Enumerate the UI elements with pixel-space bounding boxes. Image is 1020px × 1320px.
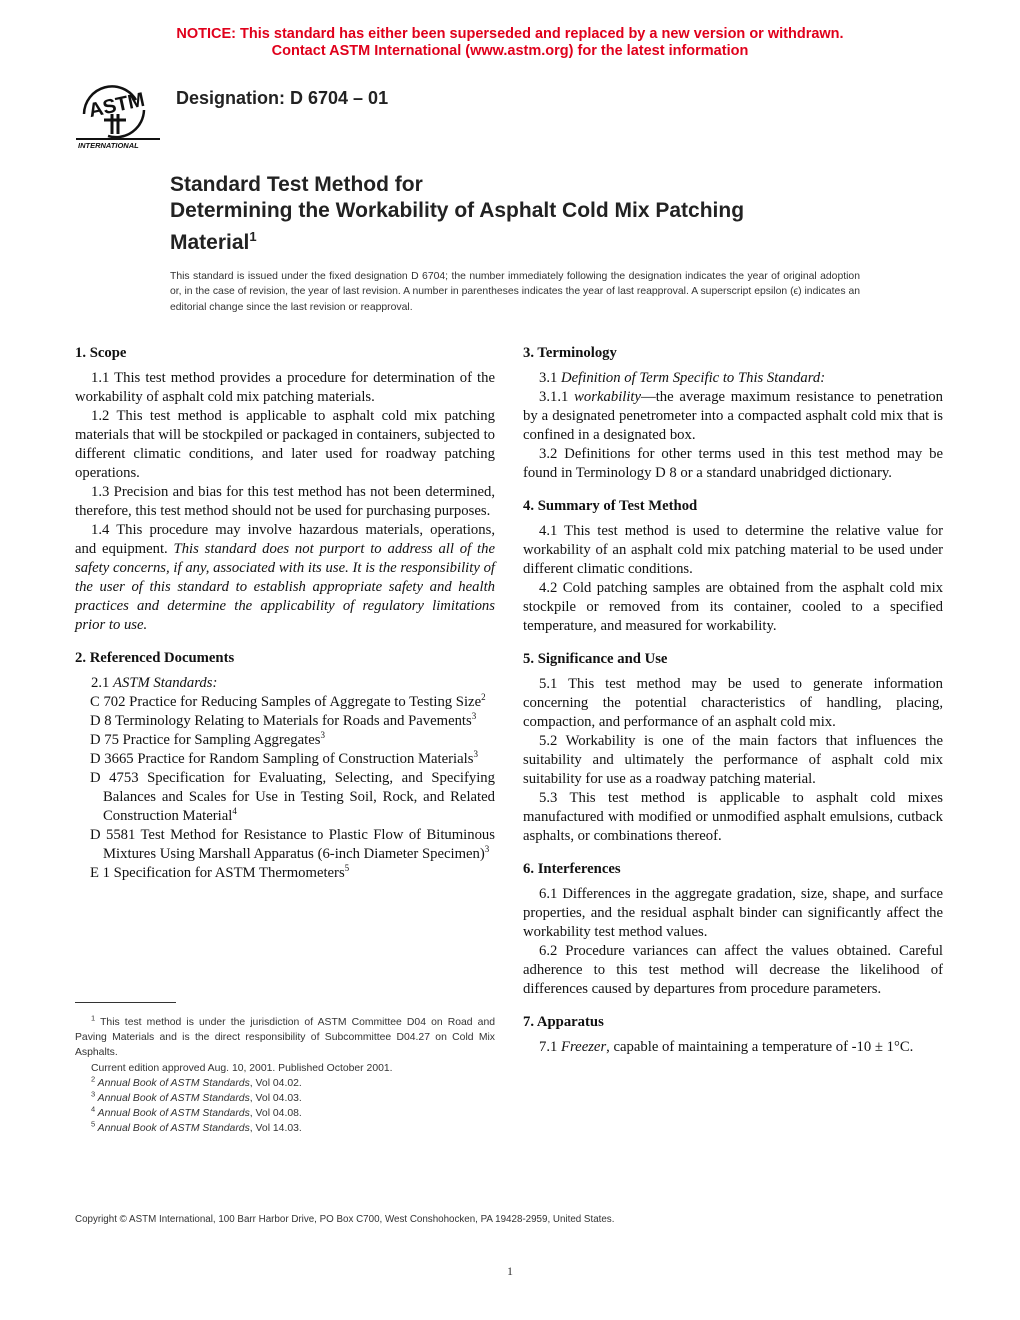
terminology-para-1: 3.1 Definition of Term Specific to This Standard: (539, 370, 826, 386)
significance-para-1: 5.1 This test method may be used to generate information concerning the potential characteristics of handling, placing, compaction, and performance of an asphalt cold mix. (523, 676, 943, 730)
page-number: 1 (507, 1264, 513, 1278)
reference-item: D 4753 Specification for Evaluating, Selecting, and Specifying Balances and Scales for Use in Testing Soil, Rock, and Related Construction Material$^4$ (90, 770, 495, 824)
footnote-2: $^2$ Annual Book of ASTM Standards, Vol 04.02. (91, 1074, 302, 1089)
title-footnote-mark: 1 (249, 229, 257, 244)
terminology-para-2: 3.1.1 workability—the average maximum resistance to penetration by a designated penetrometer into a compacted asphalt cold mix that is confined in a designated box. (523, 389, 943, 443)
notice-line-1: NOTICE: This standard has either been superseded and replaced by a new version or withdrawn. (176, 26, 844, 42)
footnote-3: $^3$ Annual Book of ASTM Standards, Vol 04.03. (91, 1089, 302, 1105)
reference-item: D 5581 Test Method for Resistance to Plastic Flow of Bituminous Mixtures Using Marshall Apparatus (6-inch Diameter Specimen)$^3$ (90, 827, 495, 862)
apparatus-heading: 7. Apparatus (523, 1014, 604, 1030)
title-line-2: Determining the Workability of Asphalt Cold Mix Patching (170, 199, 745, 222)
notice-line-2: Contact ASTM International (www.astm.org) for the latest information (271, 43, 749, 59)
astm-logo-icon (74, 74, 166, 152)
terminology-para-3: 3.2 Definitions for other terms used in this test method may be found in Terminology D 8 or a standard unabridged dictionary. (523, 446, 943, 481)
astm-logo (74, 74, 166, 152)
designation: Designation: D 6704 – 01 (176, 88, 389, 108)
reference-item: D 8 Terminology Relating to Materials for Roads and Pavements$^3$ (90, 711, 477, 729)
footnote-5: $^5$ Annual Book of ASTM Standards, Vol 14.03. (91, 1119, 302, 1135)
standard-note: This standard is issued under the fixed designation D 6704; the number immediately following the designation indicates the year of original adoption or, in the case of revision, the year of last revision. A number in parentheses indicates the year of last reapproval. A superscript epsilon (ϵ) indicates an editorial change since the last revision or reapproval. (170, 271, 860, 313)
reference-item: C 702 Practice for Reducing Samples of Aggregate to Testing Size$^2$ (90, 692, 486, 710)
footnotes (75, 1015, 495, 1137)
document-title (170, 172, 950, 256)
footnote-4: $^4$ Annual Book of ASTM Standards, Vol 04.08. (91, 1104, 302, 1120)
interferences-para-2: 6.2 Procedure variances can affect the values obtained. Careful adherence to this test method will decrease the likelihood of differences caused by departures from procedure parameters. (523, 943, 943, 997)
right-column (523, 344, 943, 1057)
logo-text: ASTM (86, 88, 147, 123)
copyright: Copyright © ASTM International, 100 Barr Harbor Drive, PO Box C700, West Conshohocken, PA 19428-2959, United States. (75, 1214, 615, 1225)
referenced-documents-heading: 2. Referenced Documents (75, 650, 235, 666)
scope-heading: 1. Scope (75, 345, 127, 361)
scope-para-4: 1.4 This procedure may involve hazardous materials, operations, and equipment. This standard does not purport to address all of the safety concerns, if any, associated with its use. It is the responsibility of the user of this standard to establish appropriate safety and health practices and determine the applicability of regulatory limitations prior to use. (75, 522, 495, 633)
title-line-3: Material$^1$ (170, 229, 257, 254)
logo-subtext: INTERNATIONAL (78, 141, 139, 150)
astm-standards-subheading: 2.1 ASTM Standards: (91, 675, 218, 691)
title-line-1: Standard Test Method for (170, 173, 423, 196)
supersede-notice (0, 26, 1020, 60)
footnote-1: $^1$ This test method is under the jurisdiction of ASTM Committee D04 on Road and Paving Materials and is the direct responsibility of Subcommittee D04.27 on Cold Mix Asphalts. (75, 1013, 495, 1059)
interferences-heading: 6. Interferences (523, 861, 621, 877)
apparatus-para-1: 7.1 Freezer, capable of maintaining a temperature of -10 ± 1°C. (539, 1039, 914, 1055)
scope-para-3: 1.3 Precision and bias for this test method has not been determined, therefore, this test method should not be used for purchasing purposes. (75, 484, 495, 519)
summary-heading: 4. Summary of Test Method (523, 498, 698, 514)
footnote-divider (75, 1002, 176, 1003)
significance-heading: 5. Significance and Use (523, 651, 668, 667)
interferences-para-1: 6.1 Differences in the aggregate gradation, size, shape, and surface properties, and the residual asphalt binder can significantly affect the workability test method values. (523, 886, 943, 940)
significance-para-3: 5.3 This test method is applicable to asphalt cold mixes manufactured with modified or unmodified asphalt emulsions, cutback asphalts, or combinations thereof. (523, 790, 943, 844)
reference-item: D 3665 Practice for Random Sampling of Construction Materials$^3$ (90, 749, 478, 767)
significance-para-2: 5.2 Workability is one of the main factors that influences the suitability and ultimately the performance of asphalt cold mix suitability for use as a roadway patching material. (523, 733, 943, 787)
summary-para-2: 4.2 Cold patching samples are obtained from the asphalt cold mix stockpile or removed from its container, cooled to a specified temperature, and measured for workability. (523, 580, 943, 634)
footnote-1-current-edition: Current edition approved Aug. 10, 2001. Published October 2001. (91, 1062, 393, 1074)
reference-item: D 75 Practice for Sampling Aggregates$^3$ (90, 730, 325, 748)
left-column (75, 344, 495, 883)
reference-item: E 1 Specification for ASTM Thermometers$^5$ (90, 863, 350, 881)
summary-para-1: 4.1 This test method is used to determine the relative value for workability of an asphalt cold mix patching material to be used under different climatic conditions. (523, 523, 943, 577)
scope-para-2: 1.2 This test method is applicable to asphalt cold mix patching materials that will be stockpiled or packaged in containers, subjected to different climatic conditions, and later used for roadway patching operations. (75, 408, 495, 481)
scope-para-1: 1.1 This test method provides a procedure for determination of the workability of asphalt cold mix patching materials. (75, 370, 495, 405)
terminology-heading: 3. Terminology (523, 345, 617, 361)
